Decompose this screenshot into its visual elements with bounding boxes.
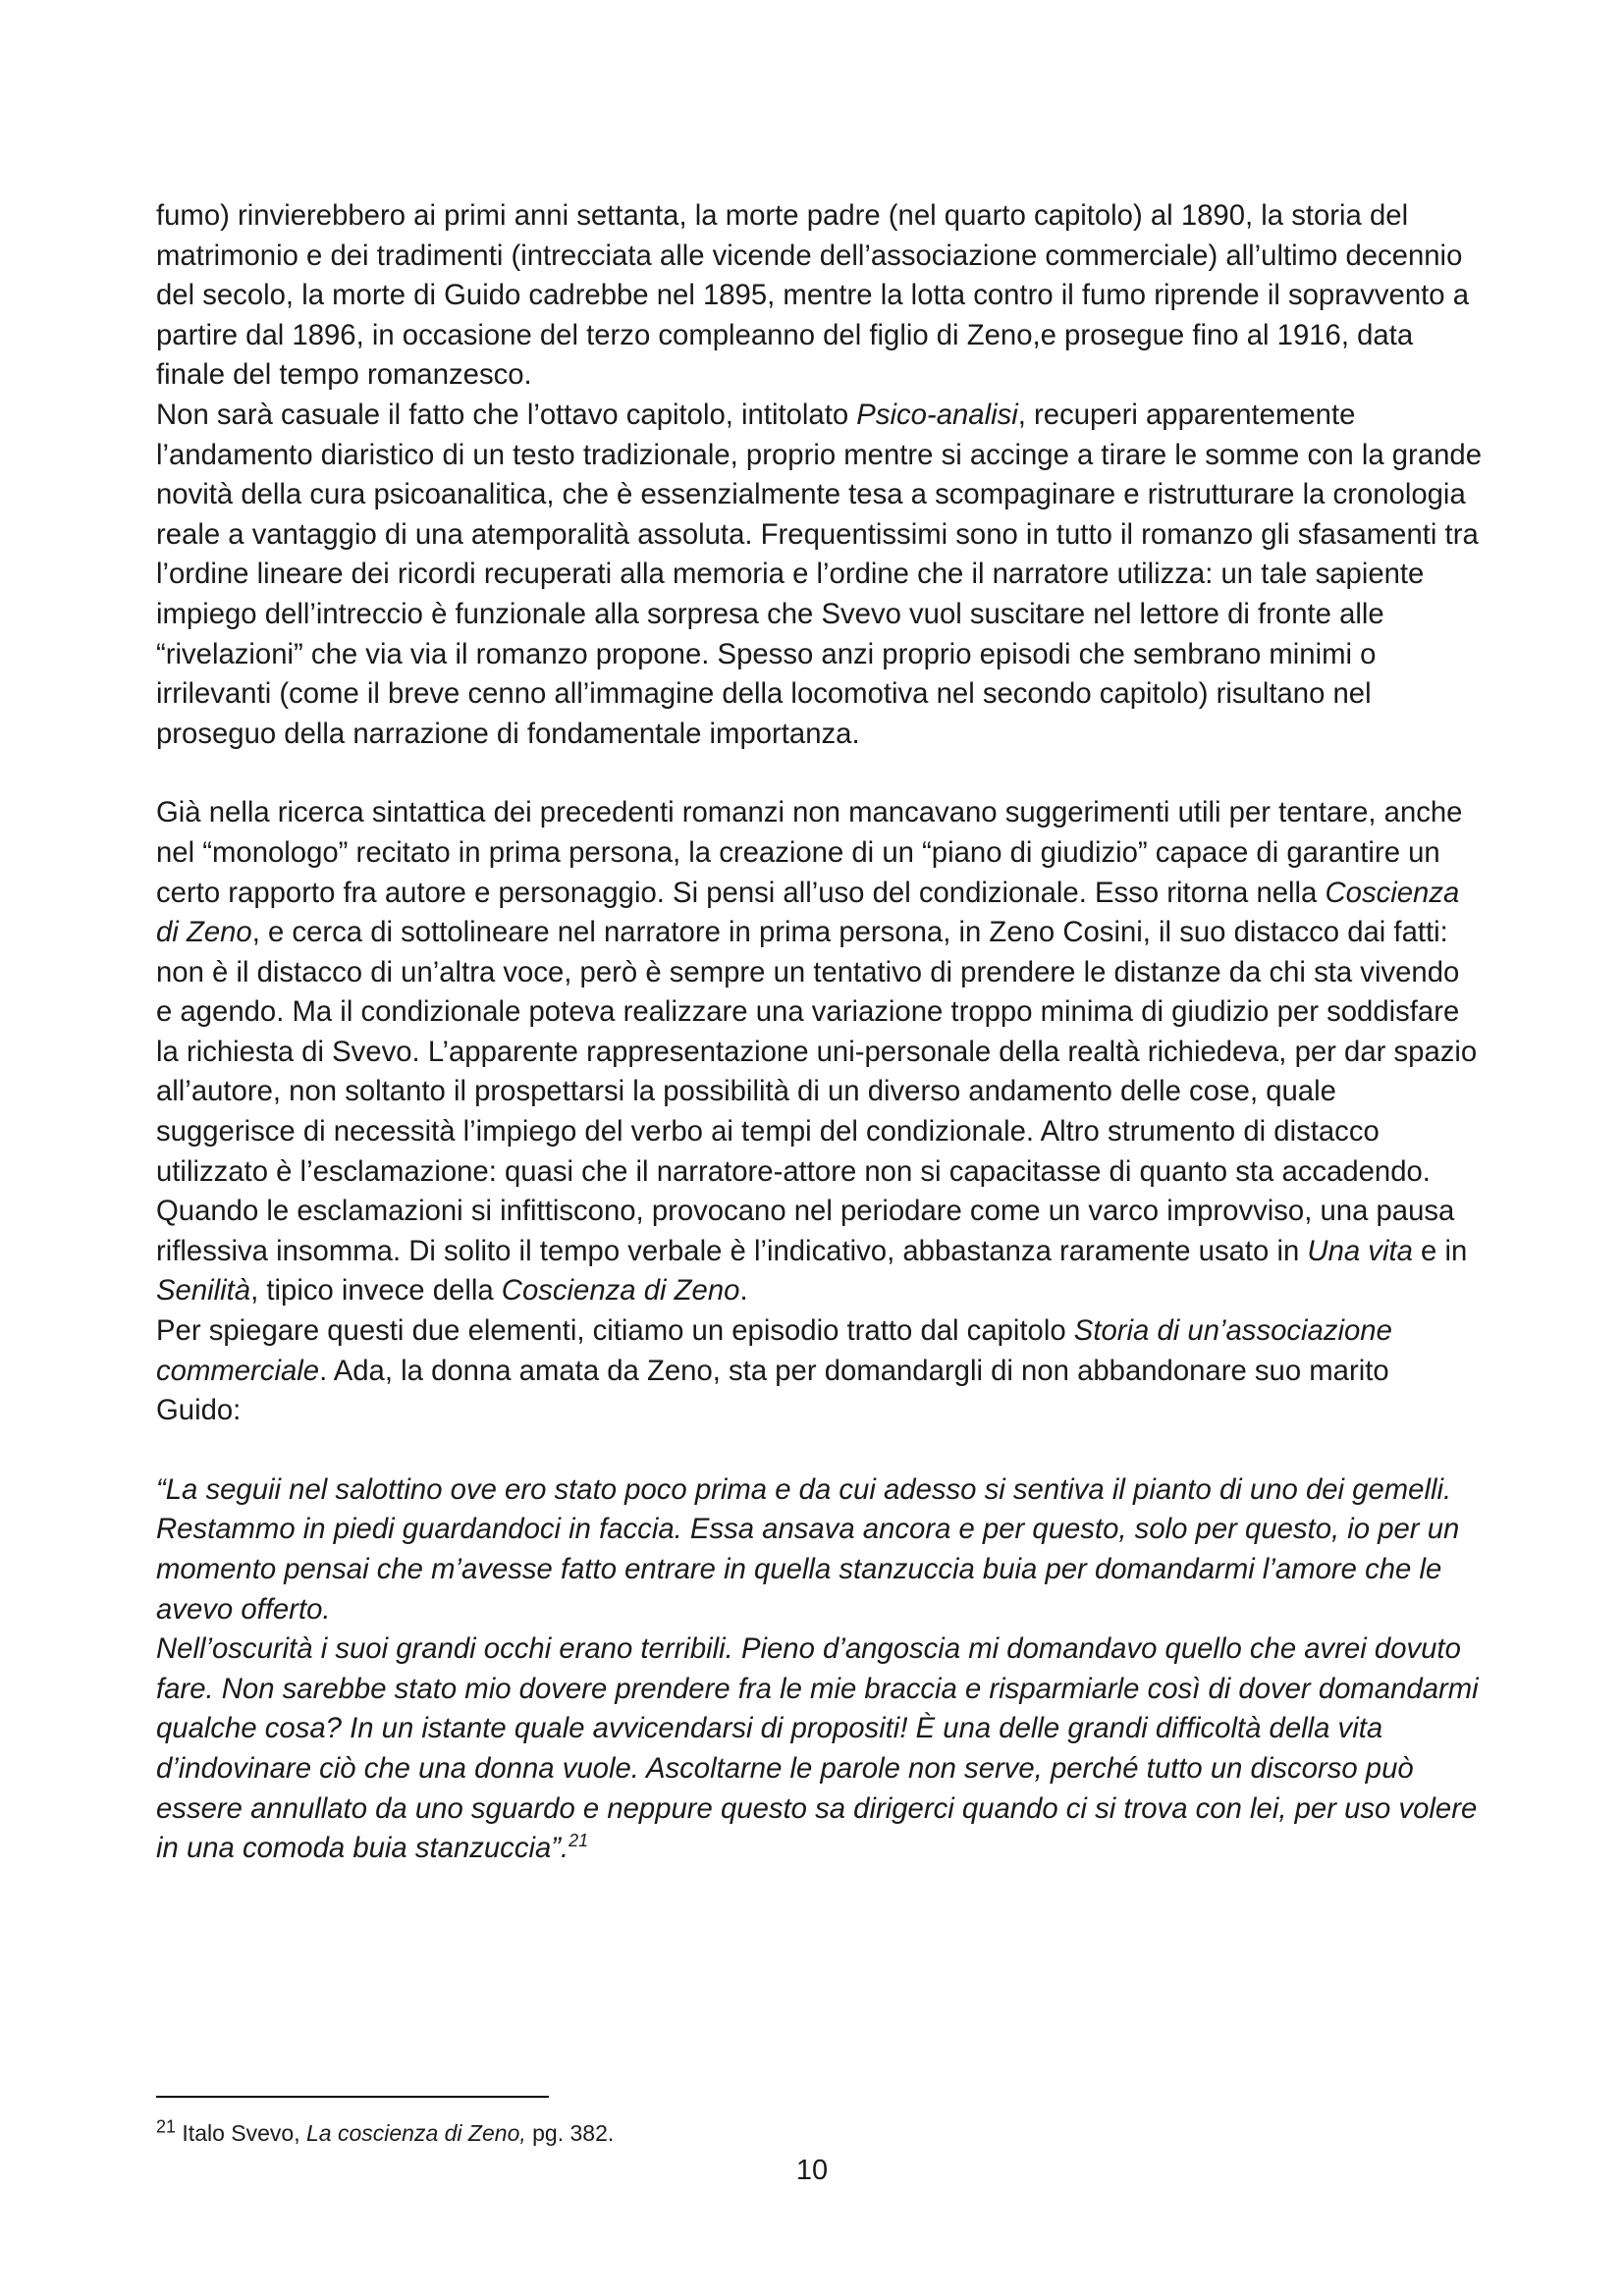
quote-line: Nell’oscurità i suoi grandi occhi erano terribili. Pieno d’angoscia mi domandavo quello che avrei dovuto fare. Non sarebbe stato mio dovere prendere fra le mie braccia e risparmiarle così di dover domandarmi qualche cosa? In un istante quale avvicendarsi di propositi! È una delle grandi difficoltà della vita d’indovinare ciò che una donna vuole. Ascoltarne le parole non serve, perché tutto un discorso può essere annullato da uno sguardo e neppure questo sa dirigerci quando ci si trova con lei, per uso volere in una comoda buia stanzuccia”.$^{21}$ [156,1632,1479,1865]
document-body [156,196,1482,1869]
quote-line: “La seguii nel salottino ove ero stato poco prima e da cui adesso si sentiva il pianto di uno dei gemelli. [156,1472,1452,1506]
paragraph-episodio: Per spiegare questi due elementi, citiamo un episodio tratto dal capitolo Storia di un’associazione commerciale. Ada, la donna amata da Zeno, sta per domandargli di non abbandonare suo marito Guido: [156,1314,1392,1427]
paragraph-chronology: fumo) rinvierebbero ai primi anni settanta, la morte padre (nel quarto capitolo) al 1890, la storia del matrimonio e dei tradimenti (intrecciata alle vicende dell’associazione commerciale) all’ultimo decennio del secolo, la morte di Guido cadrebbe nel 1895, mentre la lotta contro il fumo riprende il sopravvento a partire dal 1896, in occasione del terzo compleanno del figlio di Zeno,e prosegue fino al 1916, data finale del tempo romanzesco. [156,199,1470,392]
page-number: 10 [795,2155,829,2186]
block-quotation [156,1470,1482,1869]
paragraph-condizionale: Già nella ricerca sintattica dei precedenti romanzi non mancavano suggerimenti utili per tentare, anche nel “monologo” recitato in prima persona, la creazione di un “piano di giudizio” capace di garantire un certo rapporto fra autore e personaggio. Si pensi all’uso del condizionale. Esso ritorna nella Coscienza di Zeno, e cerca di sottolineare nel narratore in prima persona, in Zeno Cosini, il suo distacco dai fatti: non è il distacco di un’altra voce, però è sempre un tentativo di prendere le distanze da chi sta vivendo e agendo. Ma il condizionale poteva realizzare una variazione troppo minima di giudizio per soddisfare la richiesta di Svevo. L’apparente rappresentazione uni-personale della realtà richiedeva, per dar spazio all’autore, non soltanto il prospettarsi la possibilità di un diverso andamento delle cose, quale suggerisce di necessità l’impiego del verbo ai tempi del condizionale. Altro strumento di distacco utilizzato è l’esclamazione: quasi che il narratore-attore non si capacitasse di quanto sta accadendo. Quando le esclamazioni si infittiscono, provocano nel periodare come un varco improvviso, una pausa riflessiva insomma. Di solito il tempo verbale è l’indicativo, abbastanza raramente usato in Una vita e in Senilità, tipico invece della Coscienza di Zeno. [156,796,1478,1308]
italic-title: Storia di un’associazione commerciale [156,1314,1392,1387]
italic-title: Coscienza di Zeno [156,876,1460,949]
italic-title: Senilità [156,1274,251,1308]
footnote-number: 21 [156,2116,177,2137]
footnote-title: La coscienza di Zeno, [306,2120,526,2146]
footnote-reference[interactable]: 21 [568,1831,589,1851]
quote-line: Restammo in piedi guardandoci in faccia. Essa ansava ancora e per questo, solo per questo, io per un momento pensai che m’avesse fatto entrare in quella stanzuccia buia per domandarmi l’amore che le avevo offerto. [156,1513,1460,1626]
footnote: $^{21}$ Italo Svevo, La coscienza di Zeno, pg. 382. [156,2116,615,2146]
italic-title: Coscienza di Zeno [501,1274,740,1308]
footnote-divider [156,2096,549,2098]
paragraph-psico-analisi: Non sarà casuale il fatto che l’ottavo capitolo, intitolato Psico-analisi, recuperi apparentemente l’andamento diaristico di un testo tradizionale, proprio mentre si accinge a tirare le somme con la grande novità della cura psicoanalitica, che è essenzialmente tesa a scompaginare e ristrutturare la cronologia reale a vantaggio di una atemporalità assoluta. Frequentissimi sono in tutto il romanzo gli sfasamenti tra l’ordine lineare dei ricordi recuperati alla memoria e l’ordine che il narratore utilizza: un tale sapiente impiego dell’intreccio è funzionale alla sorpresa che Svevo vuol suscitare nel lettore di fronte alle “rivelazioni” che via via il romanzo propone. Spesso anzi proprio episodi che sembrano minimi o irrilevanti (come il breve cenno all’immagine della locomotiva nel secondo capitolo) risultano nel proseguo della narrazione di fondamentale importanza. [156,398,1482,750]
italic-title: Psico-analisi [856,398,1018,431]
italic-title: Una vita [1307,1234,1413,1267]
